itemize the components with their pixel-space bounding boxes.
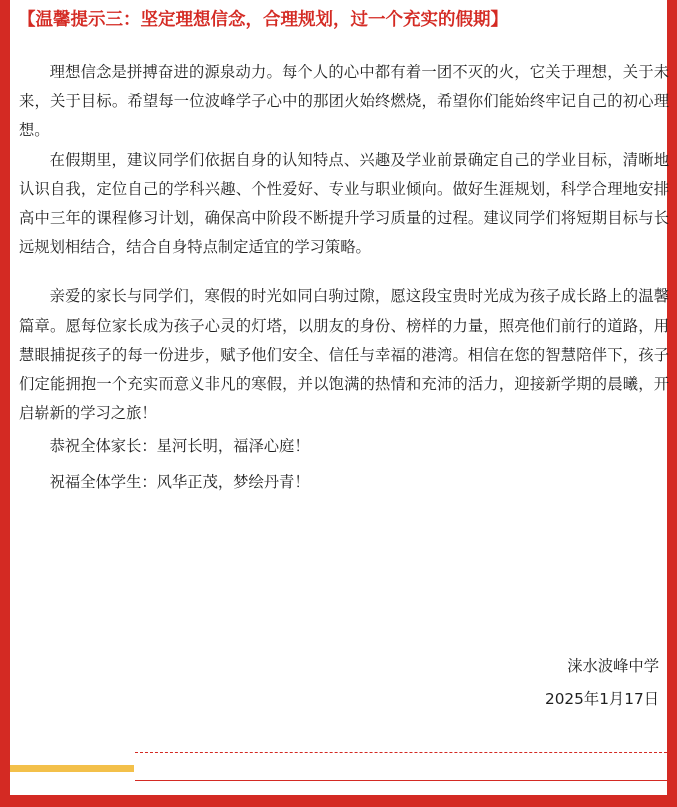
decorative-dashed-line: [135, 752, 667, 753]
article-body: [19, 58, 669, 500]
content-panel: [10, 0, 667, 795]
wish-parents: 恭祝全体家长：星河长明，福泽心庭！: [49, 437, 310, 456]
signature-date: 2025年1月17日: [544, 690, 659, 708]
school-name: 涞水波峰中学: [567, 657, 659, 675]
paragraph-planning: 在假期里，建议同学们依据自身的认知特点、兴趣及学业前景确定自己的学业目标，清晰地认识自我，定位自己的学科兴趣、个性爱好、专业与职业倾向。做好生涯规划，科学合理地安排高中三年的课程修习计划，确保高中阶段不断提升学习质量的过程。建议同学们将短期目标与长远规划相结合，结合自身特点制定适宜的学习策略。: [19, 150, 669, 257]
paragraph-ideals: 理想信念是拼搏奋进的源泉动力。每个人的心中都有着一团不灭的火，它关于理想，关于未来，关于目标。希望每一位波峰学子心中的那团火始终燃烧，希望你们能始终牢记自己的初心理想。: [19, 63, 669, 140]
decorative-accent-bar: [10, 765, 134, 772]
wish-students: 祝福全体学生：风华正茂，梦绘丹青！: [49, 473, 310, 492]
decorative-solid-line: [135, 780, 667, 781]
paragraph-parents-students: 亲爱的家长与同学们，寒假的时光如同白驹过隙，愿这段宝贵时光成为孩子成长路上的温馨篇章。愿每位家长成为孩子心灵的灯塔，以朋友的身份、榜样的力量，照亮他们前行的道路，用慧眼捕捉孩子的每一份进步，赋予他们安全、信任与幸福的港湾。相信在您的智慧陪伴下，孩子们定能拥抱一个充实而意义非凡的寒假，并以饱满的热情和充沛的活力，迎接新学期的晨曦，开启崭新的学习之旅！: [19, 287, 669, 423]
signature-block: [545, 650, 659, 716]
section-heading: 【温馨提示三：坚定理想信念，合理规划，过一个充实的假期】: [18, 10, 508, 30]
